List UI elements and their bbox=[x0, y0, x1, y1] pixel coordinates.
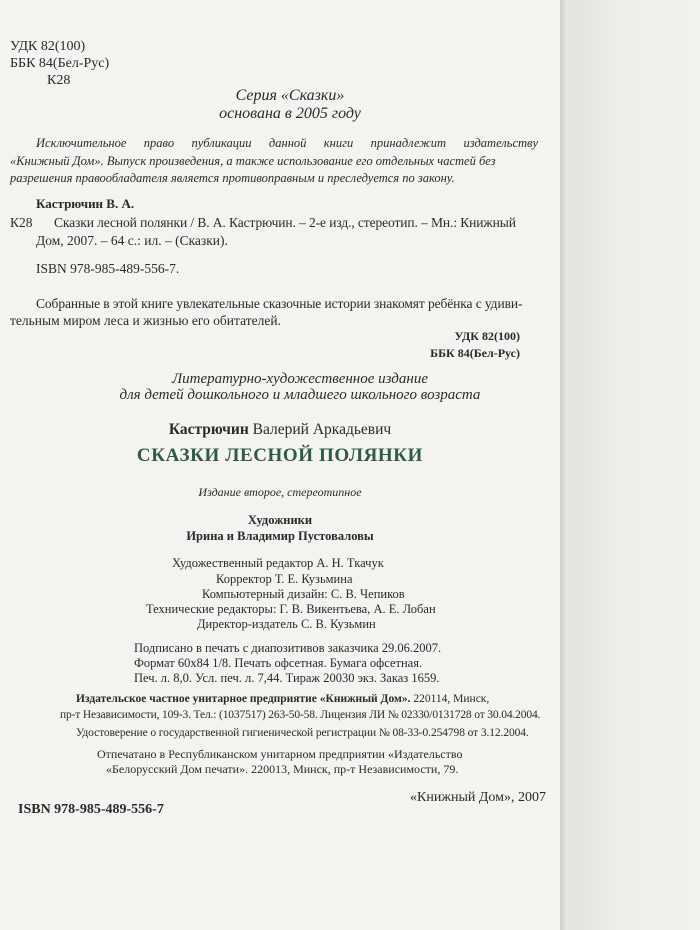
annotation-udk: УДК 82(100) bbox=[454, 329, 520, 343]
catalog-description: Сказки лесной полянки / В. А. Кастрючин. – 2-е изд., стереотип. – Мн.: Книжный bbox=[54, 215, 516, 230]
bbk-code: ББК 84(Бел-Рус) bbox=[10, 56, 110, 71]
rights-line-2: «Книжный Дом». Выпуск произведения, а также использование его отдельных частей без bbox=[10, 154, 496, 168]
catalog-code: К28 bbox=[10, 215, 33, 230]
catalog-isbn: ISBN 978-985-489-556-7. bbox=[36, 261, 180, 276]
credit-director: Директор-издатель С. В. Кузьмин bbox=[197, 617, 376, 631]
publisher-line-2: пр-т Независимости, 109-3. Тел.: (1037517) 263-50-58. Лицензия ЛИ № 02330/0131728 от 30.04.2004. bbox=[60, 709, 541, 721]
credit-design: Компьютерный дизайн: С. В. Чепиков bbox=[202, 587, 405, 601]
annotation-bbk: ББК 84(Бел-Рус) bbox=[430, 346, 520, 360]
publisher-address: 220114, Минск, bbox=[410, 693, 490, 705]
rights-line-3: разрешения правообладателя является противоправным и преследуется по закону. bbox=[10, 171, 455, 185]
series-founded: основана в 2005 году bbox=[219, 105, 361, 122]
annotation-line-2: тельным миром леса и жизнью его обитателей. bbox=[10, 313, 281, 328]
author-given-names: Валерий Аркадьевич bbox=[252, 421, 392, 438]
udk-code: УДК 82(100) bbox=[10, 39, 86, 54]
rights-line-1: Исключительное право публикации данной книги принадлежит издательству bbox=[36, 136, 538, 150]
print-sheets: Печ. л. 8,0. Усл. печ. л. 7,44. Тираж 20030 экз. Заказ 1659. bbox=[134, 671, 440, 685]
author-mark: К28 bbox=[47, 73, 71, 88]
page-edge-shadow bbox=[560, 0, 568, 930]
printed-by-line-1: Отпечатано в Республиканском унитарном предприятии «Издательство bbox=[97, 747, 463, 761]
hygiene-certificate: Удостоверение о государственной гигиенической регистрации № 08-33-0.254798 от 3.12.2004. bbox=[76, 727, 529, 739]
annotation-line-1: Собранные в этой книге увлекательные сказочные истории знакомят ребёнка с удиви- bbox=[36, 296, 523, 311]
publisher-name: Издательское частное унитарное предприятие «Книжный Дом». bbox=[76, 693, 411, 705]
edition-type-line-2: для детей дошкольного и младшего школьного возраста bbox=[119, 387, 481, 403]
illustrators-names: Ирина и Владимир Пустоваловы bbox=[186, 529, 374, 543]
footer-imprint: «Книжный Дом», 2007 bbox=[410, 790, 547, 805]
credit-proofreader: Корректор Т. Е. Кузьмина bbox=[216, 572, 353, 586]
credit-art-editor: Художественный редактор А. Н. Ткачук bbox=[172, 556, 384, 570]
print-signed: Подписано в печать с диапозитивов заказчика 29.06.2007. bbox=[134, 641, 442, 655]
edition-type-line-1: Литературно-художественное издание bbox=[172, 371, 428, 387]
footer-isbn: ISBN 978-985-489-556-7 bbox=[18, 802, 164, 817]
series-title: Серия «Сказки» bbox=[235, 87, 345, 104]
catalog-author: Кастрючин В. А. bbox=[36, 196, 135, 211]
author-surname: Кастрючин bbox=[168, 421, 249, 438]
author-full-name bbox=[80, 422, 480, 438]
illustrators-label: Художники bbox=[247, 513, 313, 527]
adjacent-page bbox=[568, 0, 700, 930]
printed-by-line-2: «Белорусский Дом печати». 220013, Минск, пр-т Независимости, 79. bbox=[106, 762, 459, 776]
book-title: СКАЗКИ ЛЕСНОЙ ПОЛЯНКИ bbox=[136, 445, 424, 466]
print-format: Формат 60х84 1/8. Печать офсетная. Бумага офсетная. bbox=[134, 656, 423, 670]
credit-tech-editors: Технические редакторы: Г. В. Викентьева, А. Е. Лобан bbox=[146, 602, 436, 616]
publisher-line-1 bbox=[76, 694, 489, 706]
catalog-description-2: Дом, 2007. – 64 с.: ил. – (Сказки). bbox=[36, 233, 228, 248]
edition-note: Издание второе, стереотипное bbox=[198, 485, 362, 499]
